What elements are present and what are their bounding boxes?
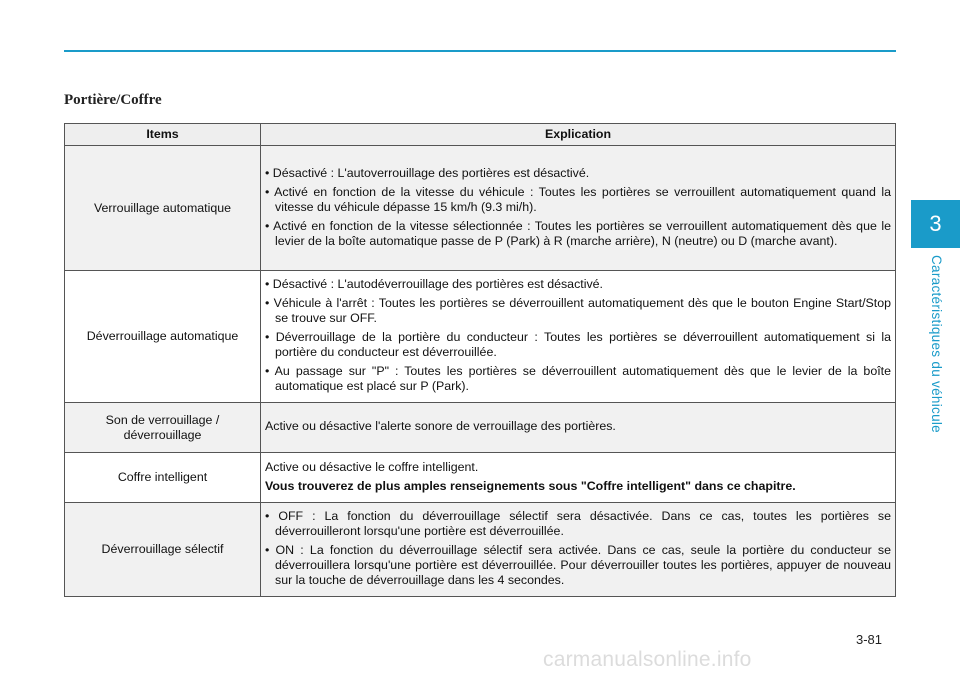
row-item-label: Son de verrouillage / déverrouillage [65,403,261,453]
watermark: carmanualsonline.info [543,648,752,671]
row-item-label: Déverrouillage sélectif [65,503,261,597]
list-item: • Véhicule à l'arrêt : Toutes les portières se déverrouillent automatiquement dès que le bouton Engine Start/Stop se trouve sur OFF. [265,296,891,326]
list-item: • Activé en fonction de la vitesse du véhicule : Toutes les portières se verrouillent automatiquement quand la vitesse du véhicule dépasse 15 km/h (9.3 mi/h). [265,185,891,215]
chapter-title: Caractéristiques du véhicule [929,255,944,433]
list-item: • Déverrouillage de la portière du conducteur : Toutes les portières se déverrouillent automatiquement si la portière du conducteur est déverrouillée. [265,330,891,360]
header-items: Items [65,124,261,146]
header-explication: Explication [261,124,896,146]
table-row [65,403,896,453]
header-rule [64,50,896,52]
chapter-number-tab: 3 [911,200,960,248]
row-item-label: Coffre intelligent [65,453,261,503]
list-item: • Activé en fonction de la vitesse sélectionnée : Toutes les portières se verrouillent automatiquement dès que le levier de la boîte automatique passe de P (Park) à R (marche arrière), N (neutre) ou D (marche avant). [265,219,891,249]
row-item-label: Verrouillage automatique [65,146,261,271]
section-title: Portière/Coffre [64,92,162,108]
explication-text: Active ou désactive le coffre intelligent. [265,459,479,474]
row-explication [261,453,896,503]
list-item: • Au passage sur "P" : Toutes les portières se déverrouillent automatiquement dès que le levier de la boîte automatique est placé sur P (Park). [265,364,891,394]
settings-table [64,123,896,597]
row-explication [261,146,896,271]
table-row [65,453,896,503]
row-explication [261,503,896,597]
page-number: 3-81 [856,632,883,647]
table-row [65,271,896,403]
list-item: • Désactivé : L'autoverrouillage des portières est désactivé. [265,166,891,181]
explication-note: Vous trouverez de plus amples renseignements sous "Coffre intelligent" dans ce chapitre. [265,478,796,493]
table-row [65,146,896,271]
list-item: • OFF : La fonction du déverrouillage sélectif sera désactivée. Dans ce cas, toutes les portières se déverrouilleront lorsqu'une portière est déverrouillée. [265,509,891,539]
row-explication [261,271,896,403]
table-row [65,503,896,597]
list-item: • ON : La fonction du déverrouillage sélectif sera activée. Dans ce cas, seule la portière du conducteur se déverrouillera lorsqu'une portière est déverrouillée. Pour déverrouiller toutes les portières, appuyer de nouveau sur la touche de déverrouillage dans les 4 secondes. [265,543,891,588]
row-explication [261,403,896,453]
list-item: • Désactivé : L'autodéverrouillage des portières est désactivé. [265,277,891,292]
row-item-label: Déverrouillage automatique [65,271,261,403]
table-header-row [65,124,896,146]
explication-text: Active ou désactive l'alerte sonore de verrouillage des portières. [265,419,616,433]
